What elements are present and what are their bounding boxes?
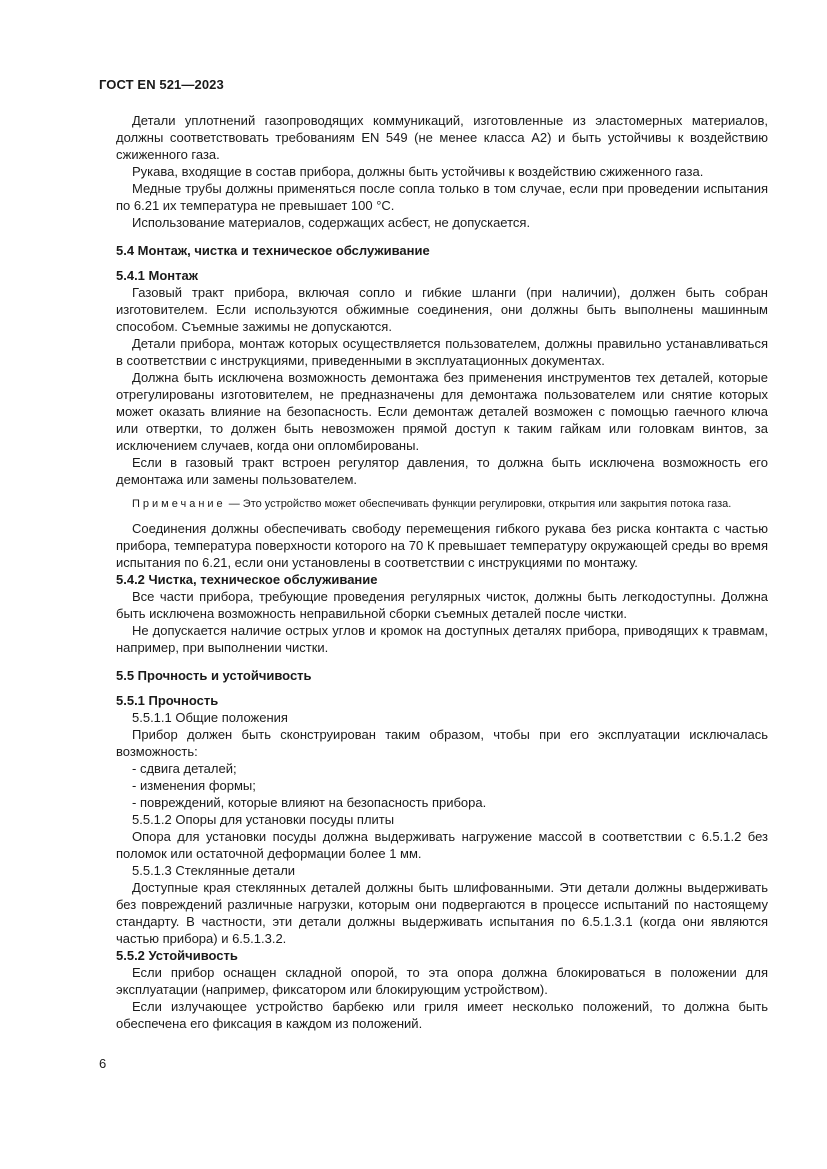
clause-heading-5-5-1-1: 5.5.1.1 Общие положения [132, 710, 288, 725]
paragraph: Медные трубы должны применяться после сопла только в том случае, если при проведении испытания по 6.21 их температура не превышает 100 °С. [116, 181, 768, 213]
paragraph: Детали прибора, монтаж которых осуществляется пользователем, должны правильно устанавливаться в соответствии с инструкциями, приведенными в эксплуатационных документах. [116, 336, 768, 368]
subsection-heading-5-5-1: 5.5.1 Прочность [116, 693, 219, 708]
note-text: — Это устройство может обеспечивать функции регулировки, открытия или закрытия потока газа. [225, 498, 732, 510]
paragraph: Опора для установки посуды должна выдерживать нагружение массой в соответствии с 6.5.1.2 без поломок или остаточной деформации более 1 мм. [116, 829, 768, 861]
paragraph: Использование материалов, содержащих асбест, не допускается. [132, 215, 531, 230]
paragraph: Газовый тракт прибора, включая сопло и гибкие шланги (при наличии), должен быть собран изготовителем. Если используются обжимные соединения, они должны быть выполнены машинным способом. Съемные зажимы не допускаются. [116, 285, 768, 334]
paragraph: Если прибор оснащен складной опорой, то эта опора должна блокироваться в положении для эксплуатации (например, фиксатором или блокирующим устройством). [116, 965, 768, 997]
subsection-heading-5-4-2: 5.4.2 Чистка, техническое обслуживание [116, 572, 378, 587]
page-content [116, 112, 768, 1032]
section-heading-5-5: 5.5 Прочность и устойчивость [116, 668, 312, 683]
list-item: - повреждений, которые влияют на безопасность прибора. [132, 795, 487, 810]
paragraph: Соединения должны обеспечивать свободу перемещения гибкого рукава без риска контакта с частью прибора, температура поверхности которого на 70 К превышает температуру окружающей среды во время испытания по 6.21, если они установлены в соответствии с инструкциями по монтажу. [116, 521, 768, 570]
clause-heading-5-5-1-2: 5.5.1.2 Опоры для установки посуды плиты [132, 812, 395, 827]
note [116, 496, 768, 512]
paragraph: Все части прибора, требующие проведения регулярных чисток, должны быть легкодоступны. Должна быть исключена возможность неправильной сборки съемных деталей после чистки. [116, 589, 768, 621]
subsection-heading-5-4-1: 5.4.1 Монтаж [116, 268, 198, 283]
paragraph: Прибор должен быть сконструирован таким образом, чтобы при его эксплуатации исключалась возможность: [116, 727, 768, 759]
note-label: Примечание [132, 498, 226, 510]
paragraph: Не допускается наличие острых углов и кромок на доступных деталях прибора, приводящих к травмам, например, при выполнении чистки. [116, 623, 768, 655]
paragraph: Если в газовый тракт встроен регулятор давления, то должна быть исключена возможность его демонтажа или замены пользователем. [116, 455, 768, 487]
clause-heading-5-5-1-3: 5.5.1.3 Стеклянные детали [132, 863, 296, 878]
list-item: - сдвига деталей; [132, 761, 237, 776]
paragraph: Должна быть исключена возможность демонтажа без применения инструментов тех деталей, которые отрегулированы изготовителем, не предназначены для демонтажа пользователем или снятие которых может оказать влияние на безопасность. Если демонтаж деталей возможен с помощью гаечного ключа или отвертки, то должен быть невозможен прямой доступ к таким гайкам или головкам винтов, за исключением случаев, когда они опломбированы. [116, 370, 768, 453]
paragraph: Рукава, входящие в состав прибора, должны быть устойчивы к воздействию сжиженного газа. [132, 164, 704, 179]
document-code: ГОСТ EN 521—2023 [99, 77, 224, 92]
section-heading-5-4: 5.4 Монтаж, чистка и техническое обслуживание [116, 243, 430, 258]
paragraph: Если излучающее устройство барбекю или гриля имеет несколько положений, то должна быть обеспечена его фиксация в каждом из положений. [116, 999, 768, 1031]
subsection-heading-5-5-2: 5.5.2 Устойчивость [116, 948, 238, 963]
list-item: - изменения формы; [132, 778, 256, 793]
paragraph: Детали уплотнений газопроводящих коммуникаций, изготовленные из эластомерных материалов, должны соответствовать требованиям EN 549 (не менее класса А2) и быть устойчивы к воздействию сжиженного газа. [116, 113, 768, 162]
page-number: 6 [99, 1056, 107, 1071]
paragraph: Доступные края стеклянных деталей должны быть шлифованными. Эти детали должны выдерживать без повреждений различные нагрузки, которым они подвергаются в процессе испытаний по настоящему стандарту. В частности, эти детали должны выдерживать испытания по 6.5.1.3.1 (когда они являются частью прибора) и 6.5.1.3.2. [116, 880, 768, 946]
